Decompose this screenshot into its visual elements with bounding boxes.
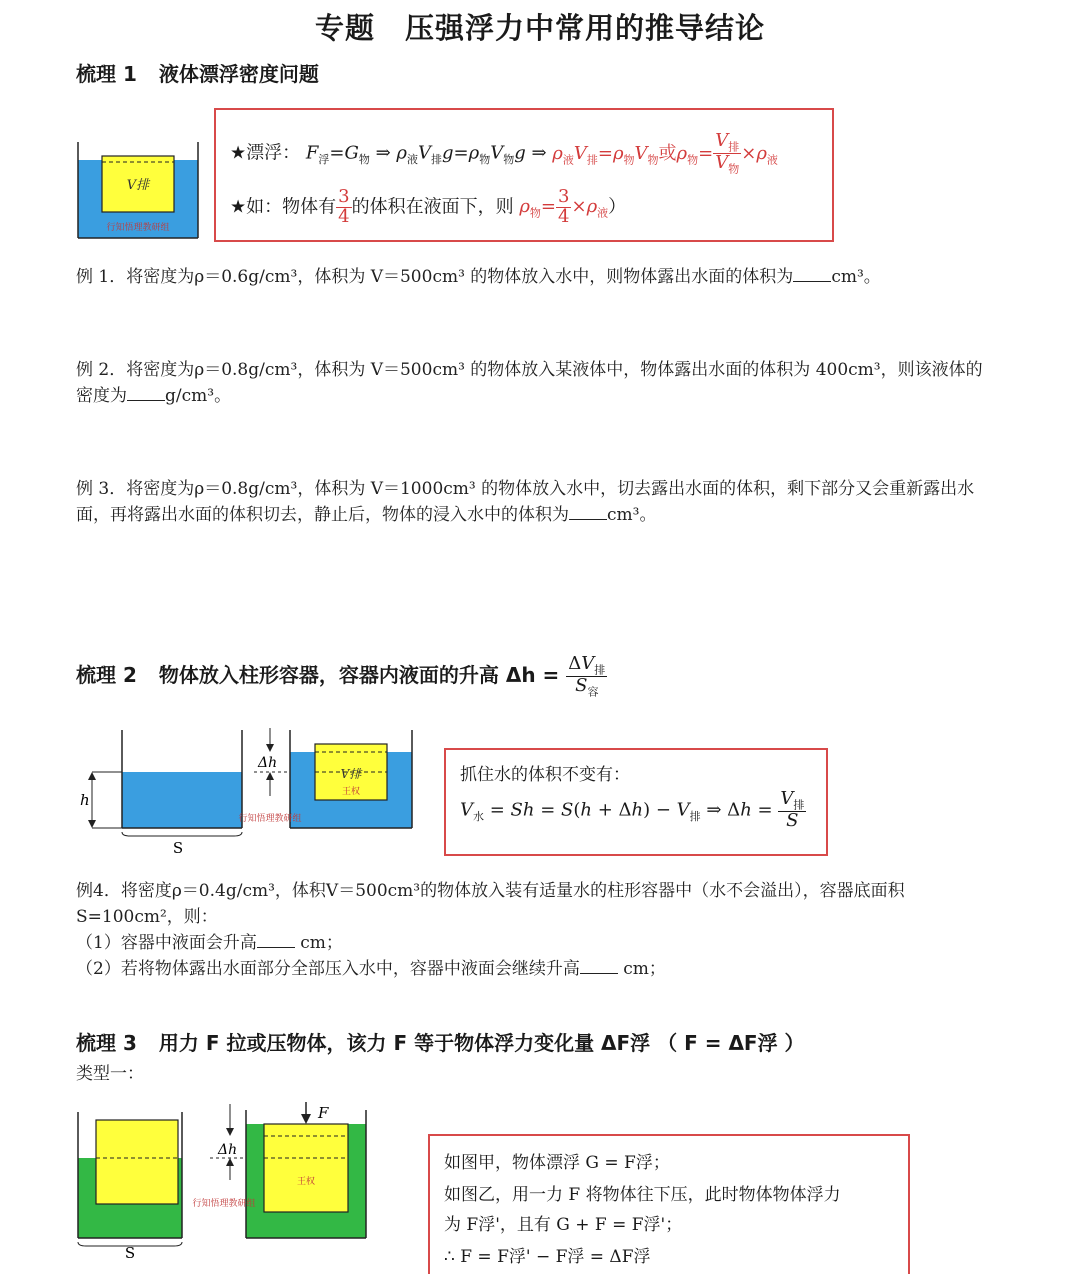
block-label: V排 [126, 178, 150, 193]
svg-text:王权: 王权 [341, 787, 361, 797]
box-line-1: 如图甲，物体漂浮 G = F浮； [444, 1153, 670, 1173]
section2-heading-text: 物体放入柱形容器，容器内液面的升高 Δh = [158, 663, 560, 688]
section1-heading-text: 液体漂浮密度问题 [158, 62, 319, 86]
volume-formula: $V_水 = Sh = S(h + \Delta h) - V_排$ ⇒ Δh = $\frac{V_排}{S}$ [460, 788, 805, 832]
floating-formula-box [214, 108, 834, 242]
box-line-4: ∴ F = F浮' − F浮 = ΔF浮 [444, 1247, 651, 1267]
section3-heading-number: 梳理 3 [76, 1031, 137, 1055]
example-1: 例 1．将密度为ρ＝0.6g/cm³，体积为 V＝500cm³ 的物体放入水中，则物体露出水面的体积为 cm³。 [76, 267, 881, 287]
answer-blank[interactable] [793, 267, 831, 282]
floating-formula-line: ★漂浮： $F_浮=G_物$ ⇒ $\rho_液V_排g=\rho_物V_物g$ ⇒ $\rho_液V_排=\rho_物V_物$或$\rho_物=$ $\frac{V_排}{V_物}$ $\times\rho_液$ [230, 130, 778, 176]
example-2: 例 2．将密度为ρ＝0.8g/cm³，体积为 V＝500cm³ 的物体放入某液体中，物体露出水面的体积为 400cm³，则该液体的密度为 g/cm³。 [76, 360, 983, 406]
force-press-diagram [74, 1100, 374, 1260]
box-title: 抓住水的体积不变有： [460, 765, 630, 785]
example-3: 例 3．将密度为ρ＝0.8g/cm³，体积为 V＝1000cm³ 的物体放入水中，切去露出水面的体积，剩下部分又会重新露出水面，再将露出水面的体积切去，静止后，物体的浸入水中的体积为 cm³。 [76, 479, 975, 525]
watermark: 行知悟理教研组 [106, 223, 170, 233]
volume-formula-box [444, 748, 828, 856]
watermark: 行知悟理教研组 [238, 814, 302, 824]
watermark: 行知悟理教研组 [192, 1199, 256, 1209]
type-label: 类型一： [76, 1064, 144, 1084]
height-label: h [80, 791, 90, 809]
svg-text:王权: 王权 [296, 1177, 316, 1187]
section3-heading [76, 1027, 805, 1056]
box-line-3: 为 F浮'，且有 G + F = F浮'； [444, 1215, 683, 1235]
floating-block-diagram [74, 138, 204, 242]
answer-blank[interactable] [257, 933, 295, 948]
delta-h-label: Δh [258, 755, 278, 771]
section3-heading-text: 用力 F 拉或压物体，该力 F 等于物体浮力变化量 ΔF浮 （ F = ΔF浮 ） [158, 1031, 805, 1055]
area-label: S [172, 839, 184, 857]
answer-blank[interactable] [569, 505, 607, 520]
section1-heading-number: 梳理 1 [76, 62, 137, 86]
cylinder-container-diagram [74, 728, 419, 858]
delta-h-label: Δh [218, 1142, 238, 1158]
page-title: 专题 压强浮力中常用的推导结论 [314, 11, 765, 45]
section2-heading: 梳理 2 物体放入柱形容器，容器内液面的升高 Δh = $\frac{\Delta V_排}{S_容}$ [76, 653, 606, 699]
section2-heading-number: 梳理 2 [76, 663, 137, 688]
force-formula-box [428, 1134, 910, 1274]
section1-heading [76, 58, 319, 87]
block-label: V排 [340, 767, 362, 781]
example-4: 例4．将密度ρ＝0.4g/cm³，体积V＝500cm³的物体放入装有适量水的柱形容器中（水不会溢出），容器底面积S=100cm²，则： （1）容器中液面会升高 cm； （2）若将物体露出水面部分全部压入水中，容器中液面会继续升高 cm； [76, 881, 905, 979]
force-label: F [318, 1104, 329, 1122]
answer-blank[interactable] [127, 386, 165, 401]
floating-example-line: ★如：物体有 $\frac{3}{4}$ 的体积在液面下，则 $\rho_物=$ $\frac{3}{4}$ $\times\rho_液$） [230, 186, 627, 227]
area-label: S [124, 1244, 136, 1260]
answer-blank[interactable] [580, 959, 618, 974]
box-line-2: 如图乙，用一力 F 将物体往下压，此时物体物体浮力 [444, 1185, 841, 1205]
